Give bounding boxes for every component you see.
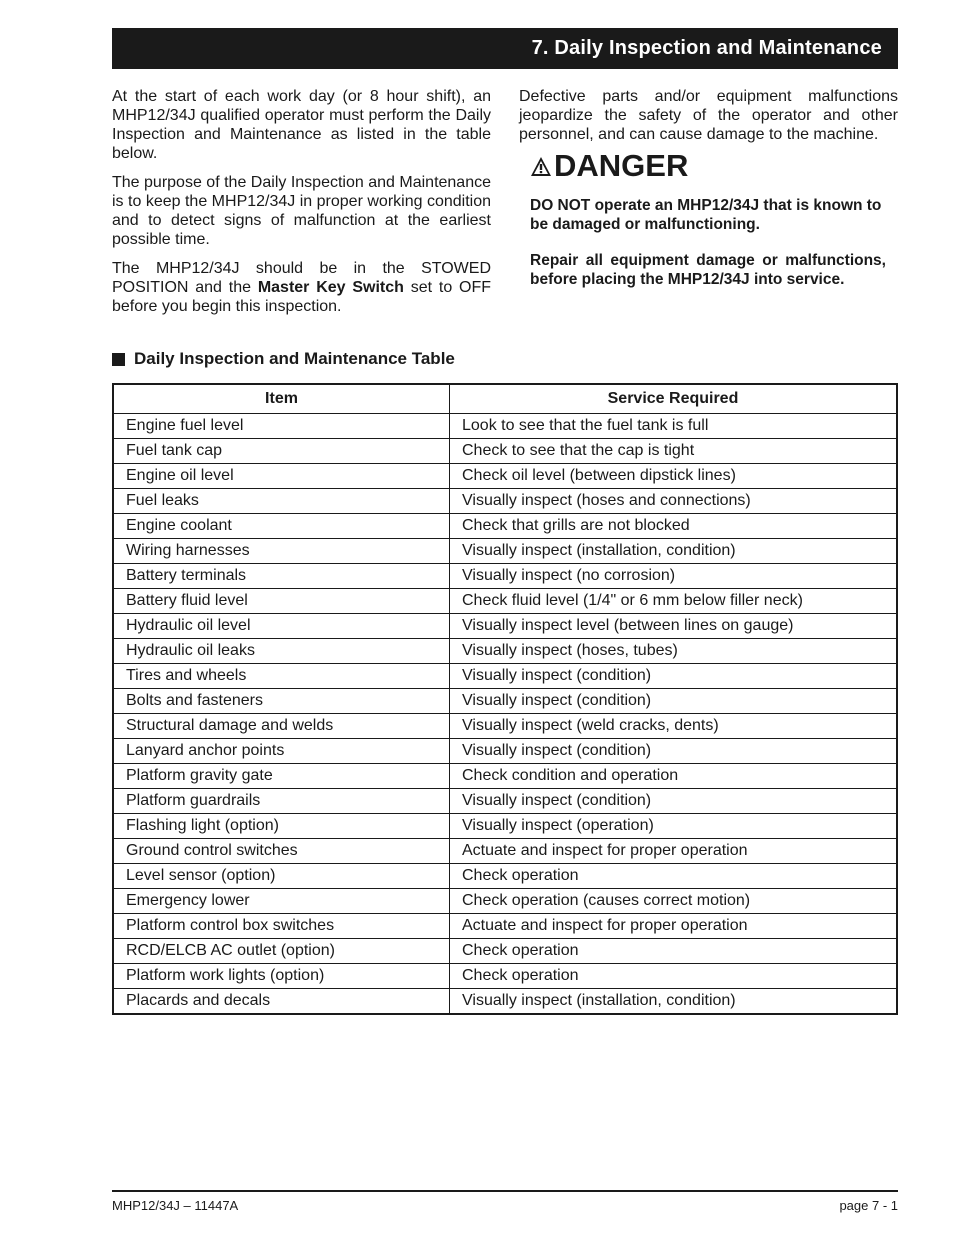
service-cell: Check operation <box>450 964 898 989</box>
table-row <box>113 639 897 664</box>
service-cell: Check that grills are not blocked <box>450 514 898 539</box>
table-row <box>113 489 897 514</box>
table-row <box>113 839 897 864</box>
service-cell: Visually inspect (operation) <box>450 814 898 839</box>
item-cell: Fuel leaks <box>113 489 450 514</box>
service-cell: Visually inspect (condition) <box>450 689 898 714</box>
table-row <box>113 664 897 689</box>
item-cell: Platform gravity gate <box>113 764 450 789</box>
item-cell: Placards and decals <box>113 989 450 1015</box>
item-cell: Battery terminals <box>113 564 450 589</box>
service-cell: Check operation <box>450 864 898 889</box>
table-body <box>113 414 897 1015</box>
intro-right-column <box>519 87 898 154</box>
service-cell: Check operation (causes correct motion) <box>450 889 898 914</box>
service-cell: Visually inspect level (between lines on gauge) <box>450 614 898 639</box>
section-title: Daily Inspection and Maintenance Table <box>134 349 455 368</box>
table-row <box>113 864 897 889</box>
square-bullet-icon <box>112 353 125 366</box>
service-cell: Check operation <box>450 939 898 964</box>
item-cell: Wiring harnesses <box>113 539 450 564</box>
intro-left-column <box>112 87 491 326</box>
service-cell: Check fluid level (1/4" or 6 mm below filler neck) <box>450 589 898 614</box>
column-header-service: Service Required <box>450 384 898 414</box>
intro-p3-end: set to OFF before you begin this inspection. <box>112 279 492 315</box>
intro-paragraph-1: At the start of each work day (or 8 hour shift), an MHP12/34J qualified operator must perform the Daily Inspection and Maintenance as listed in the table below. <box>112 88 491 162</box>
master-key-switch-text: Master Key Switch <box>257 279 404 296</box>
item-cell: Tires and wheels <box>113 664 450 689</box>
table-row <box>113 614 897 639</box>
table-row <box>113 814 897 839</box>
danger-notice <box>530 148 886 307</box>
item-cell: Engine fuel level <box>113 414 450 439</box>
service-cell: Visually inspect (installation, condition) <box>450 539 898 564</box>
service-cell: Visually inspect (condition) <box>450 664 898 689</box>
danger-text-2: Repair all equipment damage or malfunctions, before placing the MHP12/34J into service. <box>530 252 886 288</box>
item-cell: Engine coolant <box>113 514 450 539</box>
table-header-row <box>113 384 897 414</box>
table-row <box>113 889 897 914</box>
service-cell: Visually inspect (no corrosion) <box>450 564 898 589</box>
chapter-title: 7. Daily Inspection and Maintenance <box>531 37 882 59</box>
table-row <box>113 939 897 964</box>
item-cell: Fuel tank cap <box>113 439 450 464</box>
item-cell: Platform control box switches <box>113 914 450 939</box>
item-cell: Lanyard anchor points <box>113 739 450 764</box>
table-row <box>113 789 897 814</box>
item-cell: Ground control switches <box>113 839 450 864</box>
item-cell: Flashing light (option) <box>113 814 450 839</box>
table-row <box>113 914 897 939</box>
column-header-item: Item <box>113 384 450 414</box>
table-row <box>113 689 897 714</box>
warning-triangle-icon <box>530 156 552 177</box>
table-row <box>113 564 897 589</box>
table-row <box>113 589 897 614</box>
table-row <box>113 414 897 439</box>
intro-right-paragraph: Defective parts and/or equipment malfunctions jeopardize the safety of the operator and other personnel, and can cause damage to the machine. <box>519 88 898 143</box>
item-cell: Hydraulic oil leaks <box>113 639 450 664</box>
item-cell: Structural damage and welds <box>113 714 450 739</box>
service-cell: Visually inspect (condition) <box>450 789 898 814</box>
service-cell: Check condition and operation <box>450 764 898 789</box>
service-cell: Visually inspect (hoses and connections) <box>450 489 898 514</box>
maintenance-table <box>112 383 898 1015</box>
item-cell: Platform work lights (option) <box>113 964 450 989</box>
service-cell: Check oil level (between dipstick lines) <box>450 464 898 489</box>
table-row <box>113 714 897 739</box>
intro-p3-start: The MHP12/34J should be in the STOWED POSITION and the <box>112 260 491 296</box>
item-cell: Platform guardrails <box>113 789 450 814</box>
item-cell: Hydraulic oil level <box>113 614 450 639</box>
table-row <box>113 514 897 539</box>
item-cell: Engine oil level <box>113 464 450 489</box>
service-cell: Visually inspect (installation, condition) <box>450 989 898 1015</box>
service-cell: Check to see that the cap is tight <box>450 439 898 464</box>
footer-rule <box>112 1190 898 1192</box>
service-cell: Visually inspect (condition) <box>450 739 898 764</box>
service-cell: Visually inspect (hoses, tubes) <box>450 639 898 664</box>
item-cell: RCD/ELCB AC outlet (option) <box>113 939 450 964</box>
item-cell: Bolts and fasteners <box>113 689 450 714</box>
table-row <box>113 539 897 564</box>
danger-heading <box>530 148 886 184</box>
service-cell: Actuate and inspect for proper operation <box>450 914 898 939</box>
item-cell: Level sensor (option) <box>113 864 450 889</box>
danger-text-1: DO NOT operate an MHP12/34J that is known to be damaged or malfunctioning. <box>530 197 882 233</box>
intro-paragraph-3 <box>112 259 491 316</box>
danger-title: DANGER <box>554 148 689 183</box>
table-row <box>113 439 897 464</box>
chapter-header <box>112 28 898 69</box>
table-row <box>113 964 897 989</box>
table-row <box>113 764 897 789</box>
service-cell: Visually inspect (weld cracks, dents) <box>450 714 898 739</box>
item-cell: Emergency lower <box>113 889 450 914</box>
table-row <box>113 739 897 764</box>
table-row <box>113 464 897 489</box>
item-cell: Battery fluid level <box>113 589 450 614</box>
service-cell: Actuate and inspect for proper operation <box>450 839 898 864</box>
service-cell: Look to see that the fuel tank is full <box>450 414 898 439</box>
footer-doc-id: MHP12/34J – 11447A <box>112 1198 239 1213</box>
section-heading <box>112 349 455 369</box>
intro-paragraph-2: The purpose of the Daily Inspection and Maintenance is to keep the MHP12/34J in proper working condition and to detect signs of malfunction at the earliest possible time. <box>112 174 491 248</box>
footer-page-number: page 7 - 1 <box>839 1198 898 1213</box>
table-row <box>113 989 897 1015</box>
